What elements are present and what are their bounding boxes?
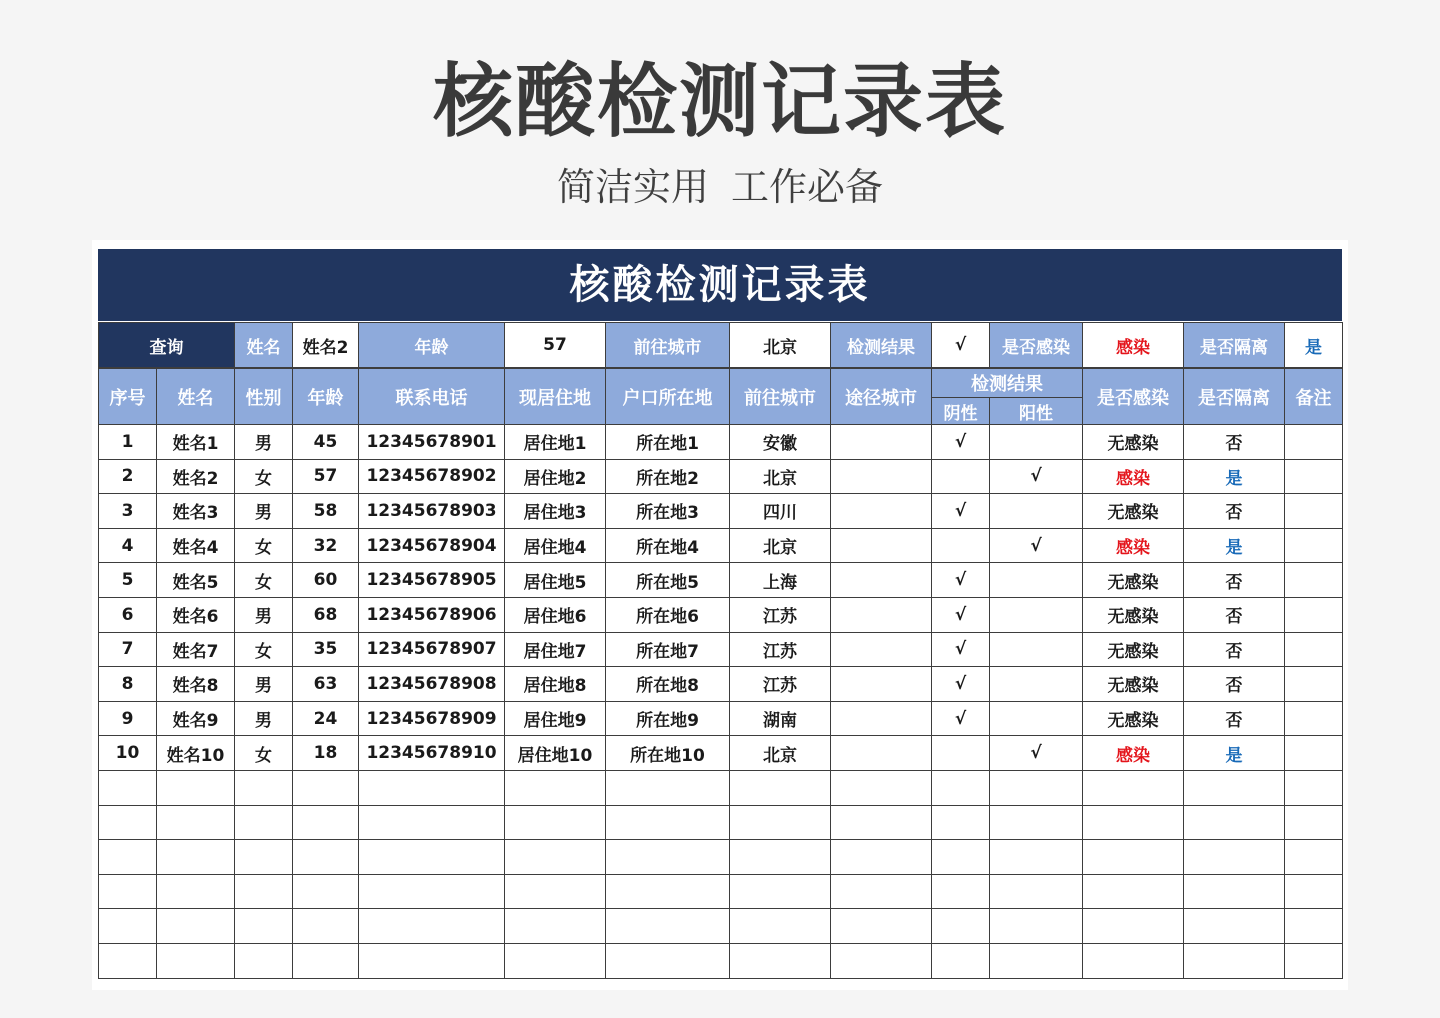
cell-infected[interactable]: 无感染 — [1083, 425, 1184, 460]
query-name-input[interactable]: 姓名2 — [293, 323, 359, 368]
cell-phone-empty[interactable] — [359, 770, 505, 805]
table-row — [99, 667, 1343, 702]
cell-positive-empty[interactable] — [990, 909, 1083, 944]
cell-infected[interactable]: 无感染 — [1083, 597, 1184, 632]
cell-dest-city[interactable]: 安徽 — [730, 425, 831, 460]
cell-seq-empty[interactable] — [99, 874, 157, 909]
cell-seq[interactable]: 6 — [99, 597, 157, 632]
header-name: 姓名 — [157, 369, 235, 425]
cell-infected-empty[interactable] — [1083, 805, 1184, 840]
cell-positive[interactable] — [990, 494, 1083, 529]
cell-isolated-empty[interactable] — [1184, 874, 1285, 909]
cell-isolated-empty[interactable] — [1184, 943, 1285, 978]
cell-phone[interactable]: 12345678904 — [359, 528, 505, 563]
cell-negative[interactable] — [932, 736, 990, 771]
query-city-value: 北京 — [730, 323, 831, 368]
empty-table-row — [99, 909, 1343, 944]
cell-positive[interactable]: √ — [990, 736, 1083, 771]
cell-hukou-empty[interactable] — [606, 943, 730, 978]
cell-via-city[interactable] — [831, 667, 932, 702]
cell-via-city[interactable] — [831, 563, 932, 598]
cell-positive[interactable]: √ — [990, 459, 1083, 494]
sheet-banner-title: 核酸检测记录表 — [98, 249, 1342, 321]
cell-gender-empty[interactable] — [235, 805, 293, 840]
cell-infected[interactable]: 无感染 — [1083, 632, 1184, 667]
cell-via-city-empty[interactable] — [831, 770, 932, 805]
cell-dest-city-empty[interactable] — [730, 943, 831, 978]
cell-note[interactable] — [1285, 425, 1343, 460]
cell-negative-empty[interactable] — [932, 943, 990, 978]
cell-residence-empty[interactable] — [505, 770, 606, 805]
cell-seq[interactable]: 5 — [99, 563, 157, 598]
cell-via-city-empty[interactable] — [831, 943, 932, 978]
cell-hukou[interactable]: 所在地2 — [606, 459, 730, 494]
cell-negative-empty[interactable] — [932, 909, 990, 944]
page-title: 核酸检测记录表 — [433, 55, 1007, 148]
cell-isolated-empty[interactable] — [1184, 770, 1285, 805]
cell-name[interactable]: 姓名4 — [157, 528, 235, 563]
cell-note[interactable] — [1285, 667, 1343, 702]
cell-gender[interactable]: 女 — [235, 632, 293, 667]
cell-age-empty[interactable] — [293, 840, 359, 875]
cell-seq-empty[interactable] — [99, 840, 157, 875]
cell-phone-empty[interactable] — [359, 874, 505, 909]
cell-phone[interactable]: 12345678907 — [359, 632, 505, 667]
cell-via-city[interactable] — [831, 632, 932, 667]
cell-seq[interactable]: 4 — [99, 528, 157, 563]
cell-isolated-empty[interactable] — [1184, 805, 1285, 840]
cell-name[interactable]: 姓名2 — [157, 459, 235, 494]
cell-gender[interactable]: 男 — [235, 494, 293, 529]
cell-note[interactable] — [1285, 528, 1343, 563]
cell-note[interactable] — [1285, 632, 1343, 667]
cell-seq-empty[interactable] — [99, 909, 157, 944]
cell-via-city[interactable] — [831, 425, 932, 460]
cell-note-empty[interactable] — [1285, 805, 1343, 840]
cell-via-city[interactable] — [831, 494, 932, 529]
cell-negative[interactable]: √ — [932, 667, 990, 702]
cell-infected[interactable]: 感染 — [1083, 528, 1184, 563]
cell-name[interactable]: 姓名6 — [157, 597, 235, 632]
cell-via-city-empty[interactable] — [831, 874, 932, 909]
cell-seq[interactable]: 7 — [99, 632, 157, 667]
cell-positive[interactable]: √ — [990, 528, 1083, 563]
cell-name-empty[interactable] — [157, 943, 235, 978]
header-via-city: 途径城市 — [831, 369, 932, 425]
cell-note[interactable] — [1285, 597, 1343, 632]
cell-seq[interactable]: 1 — [99, 425, 157, 460]
cell-negative-empty[interactable] — [932, 805, 990, 840]
cell-negative-empty[interactable] — [932, 840, 990, 875]
cell-gender[interactable]: 男 — [235, 425, 293, 460]
cell-positive-empty[interactable] — [990, 770, 1083, 805]
cell-residence-empty[interactable] — [505, 874, 606, 909]
cell-gender-empty[interactable] — [235, 874, 293, 909]
cell-isolated[interactable]: 否 — [1184, 425, 1285, 460]
header-infected: 是否感染 — [1083, 369, 1184, 425]
cell-positive[interactable] — [990, 563, 1083, 598]
cell-phone[interactable]: 12345678906 — [359, 597, 505, 632]
cell-note[interactable] — [1285, 563, 1343, 598]
cell-gender[interactable]: 男 — [235, 667, 293, 702]
cell-seq[interactable]: 8 — [99, 667, 157, 702]
query-age-label: 年龄 — [359, 323, 505, 368]
cell-age-empty[interactable] — [293, 874, 359, 909]
cell-phone[interactable]: 12345678909 — [359, 701, 505, 736]
cell-hukou[interactable]: 所在地4 — [606, 528, 730, 563]
cell-phone[interactable]: 12345678905 — [359, 563, 505, 598]
cell-positive-empty[interactable] — [990, 943, 1083, 978]
cell-negative[interactable] — [932, 528, 990, 563]
cell-age[interactable]: 57 — [293, 459, 359, 494]
header-positive: 阳性 — [990, 398, 1083, 425]
cell-seq-empty[interactable] — [99, 770, 157, 805]
cell-phone[interactable]: 12345678902 — [359, 459, 505, 494]
cell-infected[interactable]: 感染 — [1083, 459, 1184, 494]
cell-via-city-empty[interactable] — [831, 840, 932, 875]
header-gender: 性别 — [235, 369, 293, 425]
cell-age-empty[interactable] — [293, 805, 359, 840]
cell-age[interactable]: 32 — [293, 528, 359, 563]
cell-phone[interactable]: 12345678901 — [359, 425, 505, 460]
cell-note-empty[interactable] — [1285, 909, 1343, 944]
cell-note[interactable] — [1285, 459, 1343, 494]
cell-note-empty[interactable] — [1285, 943, 1343, 978]
cell-positive-empty[interactable] — [990, 874, 1083, 909]
cell-hukou-empty[interactable] — [606, 874, 730, 909]
cell-negative[interactable]: √ — [932, 701, 990, 736]
table-row — [99, 563, 1343, 598]
table-row — [99, 701, 1343, 736]
query-infected-value: 感染 — [1083, 323, 1184, 368]
cell-isolated[interactable]: 否 — [1184, 597, 1285, 632]
cell-isolated[interactable]: 否 — [1184, 667, 1285, 702]
cell-age[interactable]: 68 — [293, 597, 359, 632]
cell-name-empty[interactable] — [157, 770, 235, 805]
cell-negative[interactable] — [932, 459, 990, 494]
cell-name[interactable]: 姓名3 — [157, 494, 235, 529]
query-name-label: 姓名 — [235, 323, 293, 368]
query-isolated-value: 是 — [1285, 323, 1343, 368]
table-row — [99, 736, 1343, 771]
query-result-value: √ — [932, 323, 990, 368]
cell-residence[interactable]: 居住地7 — [505, 632, 606, 667]
cell-phone-empty[interactable] — [359, 909, 505, 944]
cell-residence-empty[interactable] — [505, 943, 606, 978]
cell-name-empty[interactable] — [157, 909, 235, 944]
cell-residence-empty[interactable] — [505, 840, 606, 875]
cell-age[interactable]: 18 — [293, 736, 359, 771]
cell-infected[interactable]: 无感染 — [1083, 494, 1184, 529]
cell-positive[interactable] — [990, 425, 1083, 460]
cell-dest-city-empty[interactable] — [730, 770, 831, 805]
records-table — [98, 368, 1343, 979]
cell-infected-empty[interactable] — [1083, 909, 1184, 944]
cell-isolated[interactable]: 是 — [1184, 736, 1285, 771]
cell-dest-city[interactable]: 四川 — [730, 494, 831, 529]
cell-dest-city[interactable]: 江苏 — [730, 632, 831, 667]
cell-name[interactable]: 姓名7 — [157, 632, 235, 667]
cell-residence[interactable]: 居住地1 — [505, 425, 606, 460]
cell-seq[interactable]: 10 — [99, 736, 157, 771]
cell-residence[interactable]: 居住地9 — [505, 701, 606, 736]
cell-hukou[interactable]: 所在地5 — [606, 563, 730, 598]
cell-seq[interactable]: 2 — [99, 459, 157, 494]
cell-isolated[interactable]: 否 — [1184, 632, 1285, 667]
cell-gender[interactable]: 女 — [235, 736, 293, 771]
cell-name-empty[interactable] — [157, 805, 235, 840]
cell-seq[interactable]: 3 — [99, 494, 157, 529]
cell-residence[interactable]: 居住地3 — [505, 494, 606, 529]
cell-phone-empty[interactable] — [359, 805, 505, 840]
cell-seq[interactable]: 9 — [99, 701, 157, 736]
cell-hukou-empty[interactable] — [606, 909, 730, 944]
cell-hukou[interactable]: 所在地9 — [606, 701, 730, 736]
cell-seq-empty[interactable] — [99, 943, 157, 978]
cell-infected-empty[interactable] — [1083, 874, 1184, 909]
cell-gender-empty[interactable] — [235, 943, 293, 978]
query-bar — [98, 322, 1343, 368]
cell-negative-empty[interactable] — [932, 770, 990, 805]
header-isolated: 是否隔离 — [1184, 369, 1285, 425]
cell-phone[interactable]: 12345678908 — [359, 667, 505, 702]
cell-via-city-empty[interactable] — [831, 805, 932, 840]
cell-positive[interactable] — [990, 632, 1083, 667]
query-button[interactable]: 查询 — [99, 323, 235, 368]
empty-table-row — [99, 805, 1343, 840]
cell-note[interactable] — [1285, 736, 1343, 771]
cell-via-city[interactable] — [831, 528, 932, 563]
cell-infected-empty[interactable] — [1083, 840, 1184, 875]
table-row — [99, 459, 1343, 494]
cell-note-empty[interactable] — [1285, 840, 1343, 875]
cell-gender[interactable]: 女 — [235, 563, 293, 598]
cell-hukou[interactable]: 所在地7 — [606, 632, 730, 667]
cell-note[interactable] — [1285, 494, 1343, 529]
cell-dest-city-empty[interactable] — [730, 840, 831, 875]
cell-age[interactable]: 60 — [293, 563, 359, 598]
cell-residence[interactable]: 居住地6 — [505, 597, 606, 632]
cell-hukou[interactable]: 所在地10 — [606, 736, 730, 771]
cell-via-city-empty[interactable] — [831, 909, 932, 944]
header-hukou: 户口所在地 — [606, 369, 730, 425]
cell-infected[interactable]: 无感染 — [1083, 701, 1184, 736]
cell-positive[interactable] — [990, 597, 1083, 632]
query-age-value: 57 — [505, 323, 606, 368]
cell-age[interactable]: 63 — [293, 667, 359, 702]
cell-age-empty[interactable] — [293, 943, 359, 978]
empty-table-row — [99, 840, 1343, 875]
header-dest-city: 前往城市 — [730, 369, 831, 425]
cell-isolated[interactable]: 否 — [1184, 563, 1285, 598]
cell-dest-city[interactable]: 江苏 — [730, 597, 831, 632]
query-city-label: 前往城市 — [606, 323, 730, 368]
cell-phone-empty[interactable] — [359, 840, 505, 875]
cell-infected[interactable]: 无感染 — [1083, 563, 1184, 598]
cell-negative[interactable]: √ — [932, 425, 990, 460]
cell-isolated-empty[interactable] — [1184, 840, 1285, 875]
cell-positive[interactable] — [990, 701, 1083, 736]
cell-isolated[interactable]: 是 — [1184, 459, 1285, 494]
cell-negative[interactable]: √ — [932, 494, 990, 529]
header-negative: 阴性 — [932, 398, 990, 425]
cell-negative-empty[interactable] — [932, 874, 990, 909]
cell-dest-city-empty[interactable] — [730, 805, 831, 840]
cell-phone[interactable]: 12345678903 — [359, 494, 505, 529]
empty-table-row — [99, 770, 1343, 805]
cell-via-city[interactable] — [831, 701, 932, 736]
cell-infected[interactable]: 感染 — [1083, 736, 1184, 771]
header-phone: 联系电话 — [359, 369, 505, 425]
header-residence: 现居住地 — [505, 369, 606, 425]
cell-residence[interactable]: 居住地2 — [505, 459, 606, 494]
cell-residence[interactable]: 居住地4 — [505, 528, 606, 563]
cell-gender[interactable]: 男 — [235, 701, 293, 736]
cell-infected[interactable]: 无感染 — [1083, 667, 1184, 702]
table-row — [99, 632, 1343, 667]
cell-negative[interactable]: √ — [932, 563, 990, 598]
cell-gender-empty[interactable] — [235, 840, 293, 875]
header-age: 年龄 — [293, 369, 359, 425]
cell-note[interactable] — [1285, 701, 1343, 736]
cell-gender[interactable]: 女 — [235, 528, 293, 563]
cell-dest-city[interactable]: 江苏 — [730, 667, 831, 702]
cell-dest-city[interactable]: 上海 — [730, 563, 831, 598]
cell-isolated[interactable]: 否 — [1184, 701, 1285, 736]
cell-dest-city[interactable]: 湖南 — [730, 701, 831, 736]
cell-age[interactable]: 24 — [293, 701, 359, 736]
cell-dest-city[interactable]: 北京 — [730, 736, 831, 771]
cell-hukou-empty[interactable] — [606, 840, 730, 875]
query-result-label: 检测结果 — [831, 323, 932, 368]
cell-seq-empty[interactable] — [99, 805, 157, 840]
cell-age-empty[interactable] — [293, 909, 359, 944]
cell-hukou-empty[interactable] — [606, 770, 730, 805]
cell-isolated-empty[interactable] — [1184, 909, 1285, 944]
cell-name[interactable]: 姓名9 — [157, 701, 235, 736]
header-result: 检测结果 — [932, 369, 1083, 398]
empty-table-row — [99, 874, 1343, 909]
cell-dest-city-empty[interactable] — [730, 909, 831, 944]
cell-age-empty[interactable] — [293, 770, 359, 805]
cell-phone[interactable]: 12345678910 — [359, 736, 505, 771]
cell-gender-empty[interactable] — [235, 770, 293, 805]
cell-name[interactable]: 姓名5 — [157, 563, 235, 598]
cell-isolated[interactable]: 否 — [1184, 494, 1285, 529]
cell-infected-empty[interactable] — [1083, 770, 1184, 805]
cell-hukou-empty[interactable] — [606, 805, 730, 840]
cell-dest-city[interactable]: 北京 — [730, 528, 831, 563]
header-seq: 序号 — [99, 369, 157, 425]
cell-name[interactable]: 姓名8 — [157, 667, 235, 702]
cell-via-city[interactable] — [831, 597, 932, 632]
cell-dest-city[interactable]: 北京 — [730, 459, 831, 494]
cell-via-city[interactable] — [831, 736, 932, 771]
cell-positive[interactable] — [990, 667, 1083, 702]
empty-table-row — [99, 943, 1343, 978]
cell-isolated[interactable]: 是 — [1184, 528, 1285, 563]
table-row — [99, 528, 1343, 563]
cell-dest-city-empty[interactable] — [730, 874, 831, 909]
cell-residence[interactable]: 居住地5 — [505, 563, 606, 598]
query-infected-label: 是否感染 — [990, 323, 1083, 368]
cell-note-empty[interactable] — [1285, 770, 1343, 805]
cell-positive-empty[interactable] — [990, 840, 1083, 875]
cell-hukou[interactable]: 所在地6 — [606, 597, 730, 632]
cell-gender[interactable]: 女 — [235, 459, 293, 494]
cell-name-empty[interactable] — [157, 840, 235, 875]
cell-gender-empty[interactable] — [235, 909, 293, 944]
cell-residence[interactable]: 居住地10 — [505, 736, 606, 771]
cell-hukou[interactable]: 所在地8 — [606, 667, 730, 702]
cell-note-empty[interactable] — [1285, 874, 1343, 909]
table-row — [99, 597, 1343, 632]
spreadsheet-card — [92, 240, 1348, 990]
table-row — [99, 494, 1343, 529]
cell-hukou[interactable]: 所在地3 — [606, 494, 730, 529]
cell-infected-empty[interactable] — [1083, 943, 1184, 978]
header-note: 备注 — [1285, 369, 1343, 425]
cell-name-empty[interactable] — [157, 874, 235, 909]
cell-residence-empty[interactable] — [505, 909, 606, 944]
cell-gender[interactable]: 男 — [235, 597, 293, 632]
cell-phone-empty[interactable] — [359, 943, 505, 978]
cell-residence-empty[interactable] — [505, 805, 606, 840]
cell-hukou[interactable]: 所在地1 — [606, 425, 730, 460]
cell-age[interactable]: 58 — [293, 494, 359, 529]
cell-negative[interactable]: √ — [932, 597, 990, 632]
cell-positive-empty[interactable] — [990, 805, 1083, 840]
cell-via-city[interactable] — [831, 459, 932, 494]
cell-residence[interactable]: 居住地8 — [505, 667, 606, 702]
query-isolated-label: 是否隔离 — [1184, 323, 1285, 368]
cell-name[interactable]: 姓名1 — [157, 425, 235, 460]
cell-name[interactable]: 姓名10 — [157, 736, 235, 771]
table-row — [99, 425, 1343, 460]
cell-age[interactable]: 45 — [293, 425, 359, 460]
page-subtitle: 简洁实用 工作必备 — [556, 165, 884, 209]
cell-negative[interactable]: √ — [932, 632, 990, 667]
cell-age[interactable]: 35 — [293, 632, 359, 667]
